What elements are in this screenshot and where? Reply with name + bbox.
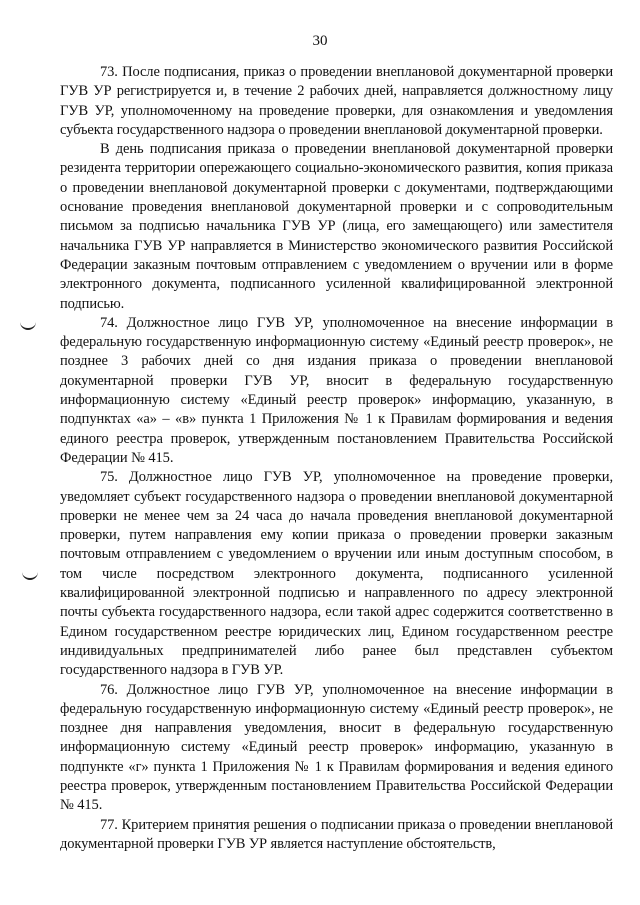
- paragraph-76: 76. Должностное лицо ГУВ УР, уполномоченное на внесение информации в федеральную государственную информационную систему «Единый реестр проверок», не позднее дня направления уведомления, вносит в федеральную государственную информационную систему «Единый реестр проверок» информацию, указанную в подпункте «г» пункта 1 Приложения № 1 к Правилам формирования и ведения единого реестра проверок, утвержденным постановлением Правительства Российской Федерации № 415.: [60, 681, 613, 814]
- document-body: [60, 63, 613, 854]
- paragraph-73: 73. После подписания, приказ о проведении внеплановой документарной проверки ГУВ УР регистрируется и, в течение 2 рабочих дней, направляется должностному лицу ГУВ УР, уполномоченному на проведение проверки, для ознакомления и уведомления субъекта государственного надзора о проведении внеплановой документарной проверки.: [60, 64, 613, 138]
- page-number: 30: [312, 33, 328, 49]
- paragraph-77: 77. Критерием принятия решения о подписании приказа о проведении внеплановой документарной проверки ГУВ УР является наступление обстоятельств,: [60, 816, 613, 852]
- paragraph-73-continued: В день подписания приказа о проведении внеплановой документарной проверки резидента территории опережающего социально-экономического развития, копия приказа о проведении внеплановой документарной проверки с документами, подтверждающими основание проведения внеплановой документарной проверки и с сопроводительным письмом за подписью начальника ГУВ УР (лица, его замещающего) или заместителя начальника ГУВ УР направляется в Министерство экономического развития Российской Федерации заказным почтовым отправлением с уведомлением о вручении или в форме электронного документа, подписанного усиленной квалифицированной электронной подписью.: [60, 141, 613, 312]
- margin-mark: [20, 318, 36, 330]
- paragraph-75: 75. Должностное лицо ГУВ УР, уполномоченное на проведение проверки, уведомляет субъект государственного надзора о проведении внеплановой документарной проверки не менее чем за 24 часа до начала проведения внеплановой документарной проверки, путем направления ему копии приказа о проведении проверки заказным почтовым отправлением с уведомлением о вручении или иным доступным способом, в том числе посредством электронного документа, подписанного усиленной квалифицированной электронной подписью и направленного по адресу электронной почты субъекта государственного надзора, если такой адрес содержится соответственно в Едином государственном реестре юридических лиц, Едином государственном реестре индивидуальных предпринимателей либо ранее был представлен субъектом государственного надзора в ГУВ УР.: [60, 469, 613, 679]
- margin-mark: [22, 568, 38, 580]
- paragraph-74: 74. Должностное лицо ГУВ УР, уполномоченное на внесение информации в федеральную государственную информационную систему «Единый реестр проверок», не позднее 3 рабочих дней со дня издания приказа о проведении внеплановой документарной проверки ГУВ УР, вносит в федеральную государственную информационную систему «Единый реестр проверок» информацию, указанную, в подпунктах «а» – «в» пункта 1 Приложения № 1 к Правилам формирования и ведения единого реестра проверок, утвержденным постановлением Правительства Российской Федерации № 415.: [60, 314, 613, 466]
